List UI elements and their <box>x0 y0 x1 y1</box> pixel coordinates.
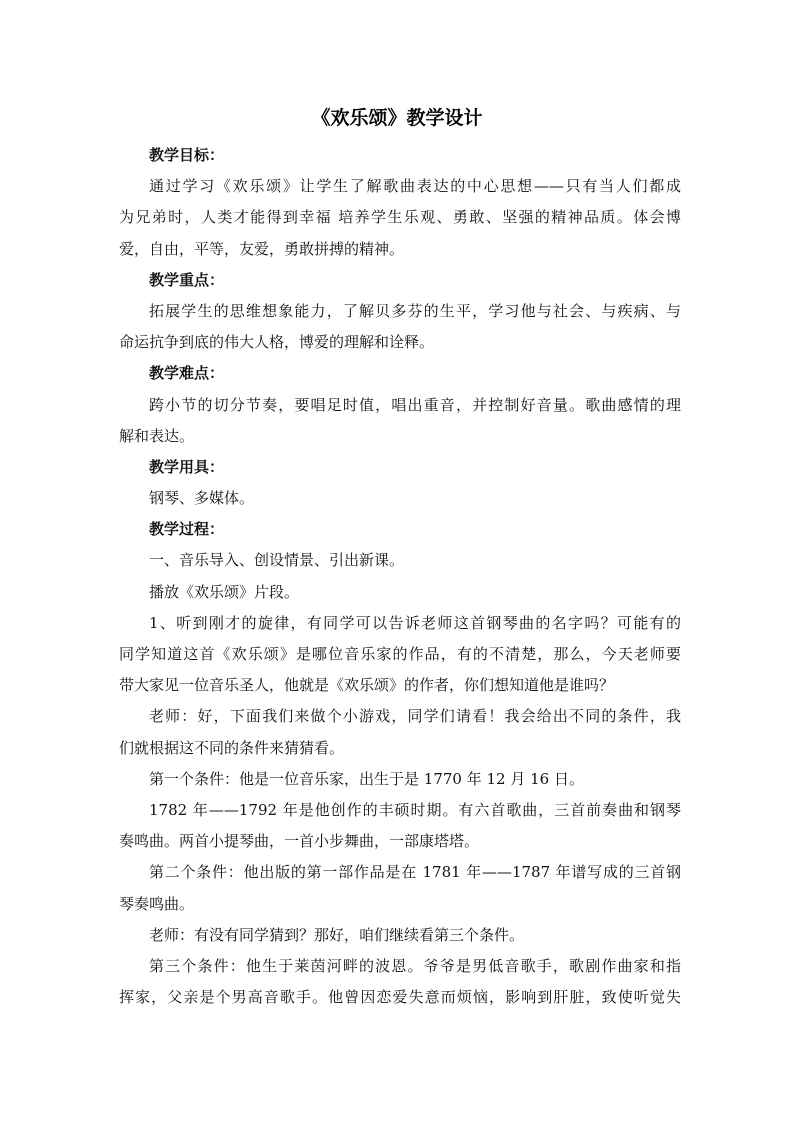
text-line: 拓展学生的思维想象能力，了解贝多芬的生平，学习他与社会、与疾病、与 <box>149 301 681 320</box>
text-line: 爱，自由，平等，友爱，勇敢拼搏的精神。 <box>119 239 405 258</box>
section-heading: 教学目标： <box>149 146 225 164</box>
text-line: 命运抗争到底的伟大人格，博爱的理解和诠释。 <box>119 333 435 352</box>
text-line: 钢琴、多媒体。 <box>149 489 255 508</box>
text-line: 琴奏鸣曲。 <box>119 894 195 913</box>
section-heading: 教学用具： <box>149 457 225 476</box>
text-line: 第三个条件：他生于莱茵河畔的波恩。爷爷是男低音歌手，歌剧作曲家和指 <box>149 956 681 975</box>
text-line: 1782 年——1792 年是他创作的丰硕时期。有六首歌曲，三首前奏曲和钢琴 <box>149 800 681 819</box>
text-line: 们就根据这不同的条件来猜猜看。 <box>119 738 345 757</box>
text-line: 挥家，父亲是个男高音歌手。他曾因恋爱失意而烦恼，影响到肝脏，致使听觉失 <box>119 988 681 1007</box>
text-line: 跨小节的切分节奏，要唱足时值，唱出重音，并控制好音量。歌曲感情的理 <box>149 395 681 414</box>
text-line: 同学知道这首《欢乐颂》是哪位音乐家的作品，有的不清楚，那么，今天老师要 <box>119 645 681 663</box>
document-body <box>119 140 681 1013</box>
text-line: 奏鸣曲。两首小提琴曲，一首小步舞曲，一部康塔塔。 <box>119 832 480 851</box>
text-line: 通过学习《欢乐颂》让学生了解歌曲表达的中心思想——只有当人们都成 <box>149 177 681 196</box>
text-line: 带大家见一位音乐圣人，他就是《欢乐颂》的作者，你们想知道他是谁吗？ <box>119 676 615 695</box>
text-line: 播放《欢乐颂》片段。 <box>149 582 300 601</box>
section-heading: 教学重点： <box>149 270 225 289</box>
section-heading: 教学难点： <box>149 364 225 383</box>
section-heading: 教学过程： <box>149 520 225 539</box>
text-line: 1、听到刚才的旋律，有同学可以告诉老师这首钢琴曲的名字吗？可能有的 <box>149 613 681 632</box>
text-line: 第二个条件：他出版的第一部作品是在 1781 年——1787 年谱写成的三首钢 <box>149 863 681 882</box>
text-line: 一、音乐导入、创设情景、引出新课。 <box>149 551 405 570</box>
document-title: 《欢乐颂》教学设计 <box>311 107 483 129</box>
text-line: 为兄弟时，人类才能得到幸福 培养学生乐观、勇敢、坚强的精神品质。体会博 <box>119 208 681 227</box>
text-line: 老师：好，下面我们来做个小游戏，同学们请看！我会给出不同的条件，我 <box>149 707 681 726</box>
text-line: 解和表达。 <box>119 426 195 445</box>
text-line: 老师：有没有同学猜到？那好，咱们继续看第三个条件。 <box>149 925 525 944</box>
text-line: 第一个条件：他是一位音乐家，出生于是 1770 年 12 月 16 日。 <box>149 769 584 788</box>
